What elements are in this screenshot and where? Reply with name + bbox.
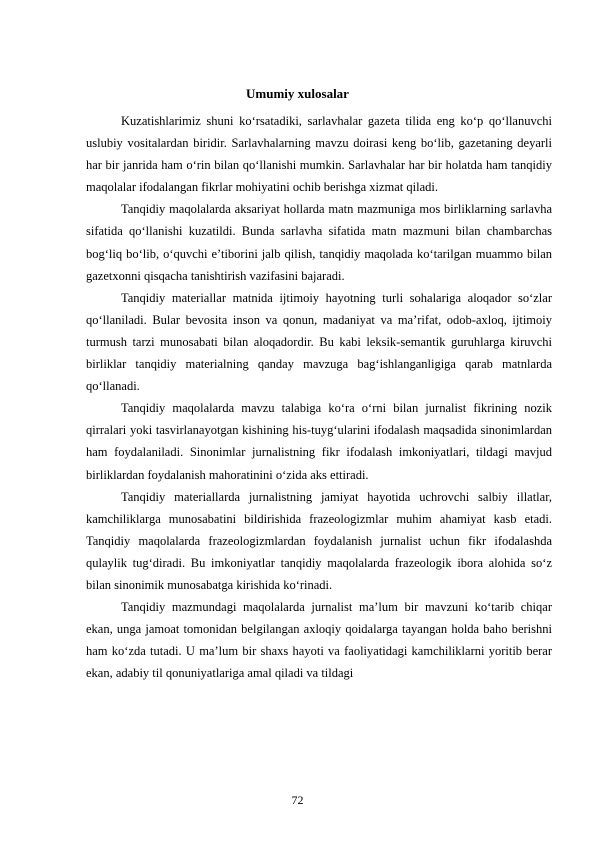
page-number: 72: [291, 793, 304, 807]
paragraph: Kuzatishlarimiz shuni ko‘rsatadiki, sarlavhalar gazeta tilida eng ko‘p qo‘llanuvchi uslubiy vositalardan biridir. Sarlavhalarning mavzu doirasi keng bo‘lib, gazetaning deyarli har bir janrida ham o‘rin bilan qo‘llanishi mumkin. Sarlavhalar har bir holatda ham tanqidiy maqolalar ifodalangan fikrlar mohiyatini ochib berishga xizmat qiladi.: [86, 114, 552, 195]
paragraph: Tanqidiy materiallar matnida ijtimoiy hayotning turli sohalariga aloqador so‘zlar qo‘llaniladi. Bular bevosita inson va qonun, madaniyat va ma’rifat, odob-axloq, ijtimoiy turmush tarzi munosabati bilan aloqadordir. Bu kabi leksik-semantik guruhlarga kiruvchi birliklar tanqidiy materialning qanday mavzuga bag‘ishlanganligiga qarab matnlarda qo‘llanadi.: [86, 290, 552, 394]
section-title: Umumiy xulosalar: [246, 86, 349, 101]
body-text: [86, 110, 552, 684]
paragraph: Tanqidiy materiallarda jurnalistning jamiyat hayotida uchrovchi salbiy illatlar, kamchiliklarga munosabatini bildirishida frazeologizmlar muhim ahamiyat kasb etadi. Tanqidiy maqolalarda frazeologizmlardan foydalanish jurnalist uchun fikr ifodalashda qulaylik tug‘diradi. Bu imkoniyatlar tanqidiy maqolalarda frazeologik ibora alohida so‘z bilan sinonimik munosabatga kirishida ko‘rinadi.: [86, 489, 552, 592]
paragraph: Tanqidiy maqolalarda aksariyat hollarda matn mazmuniga mos birliklarning sarlavha sifatida qo‘llanishi kuzatildi. Bunda sarlavha sifatida matn mazmuni bilan chambarchas bog‘liq bo‘lib, o‘quvchi e’tiborini jalb qilish, tanqidiy maqolada ko‘tarilgan muammo bilan gazetxonni qisqacha tanishtirish vazifasini bajaradi.: [86, 202, 552, 283]
paragraph: Tanqidiy maqolalarda mavzu talabiga ko‘ra o‘rni bilan jurnalist fikrining nozik qirralari yoki tasvirlanayotgan kishining his-tuyg‘ularini ifodalash maqsadida sinonimlardan ham foydalaniladi. Sinonimlar jurnalistning fikr ifodalash imkoniyatlari, tildagi mavjud birliklardan foydalanish mahoratinini o‘zida aks ettiradi.: [86, 401, 552, 482]
paragraph: Tanqidiy mazmundagi maqolalarda jurnalist ma’lum bir mavzuni ko‘tarib chiqar ekan, unga jamoat tomonidan belgilangan axloqiy qoidalarga tayangan holda baho berishni ham ko‘zda tutadi. U ma’lum bir shaxs hayoti va faoliyatidagi kamchiliklarni yoritib berar ekan, adabiy til qonuniyatlariga amal qiladi va tildagi: [86, 600, 552, 681]
